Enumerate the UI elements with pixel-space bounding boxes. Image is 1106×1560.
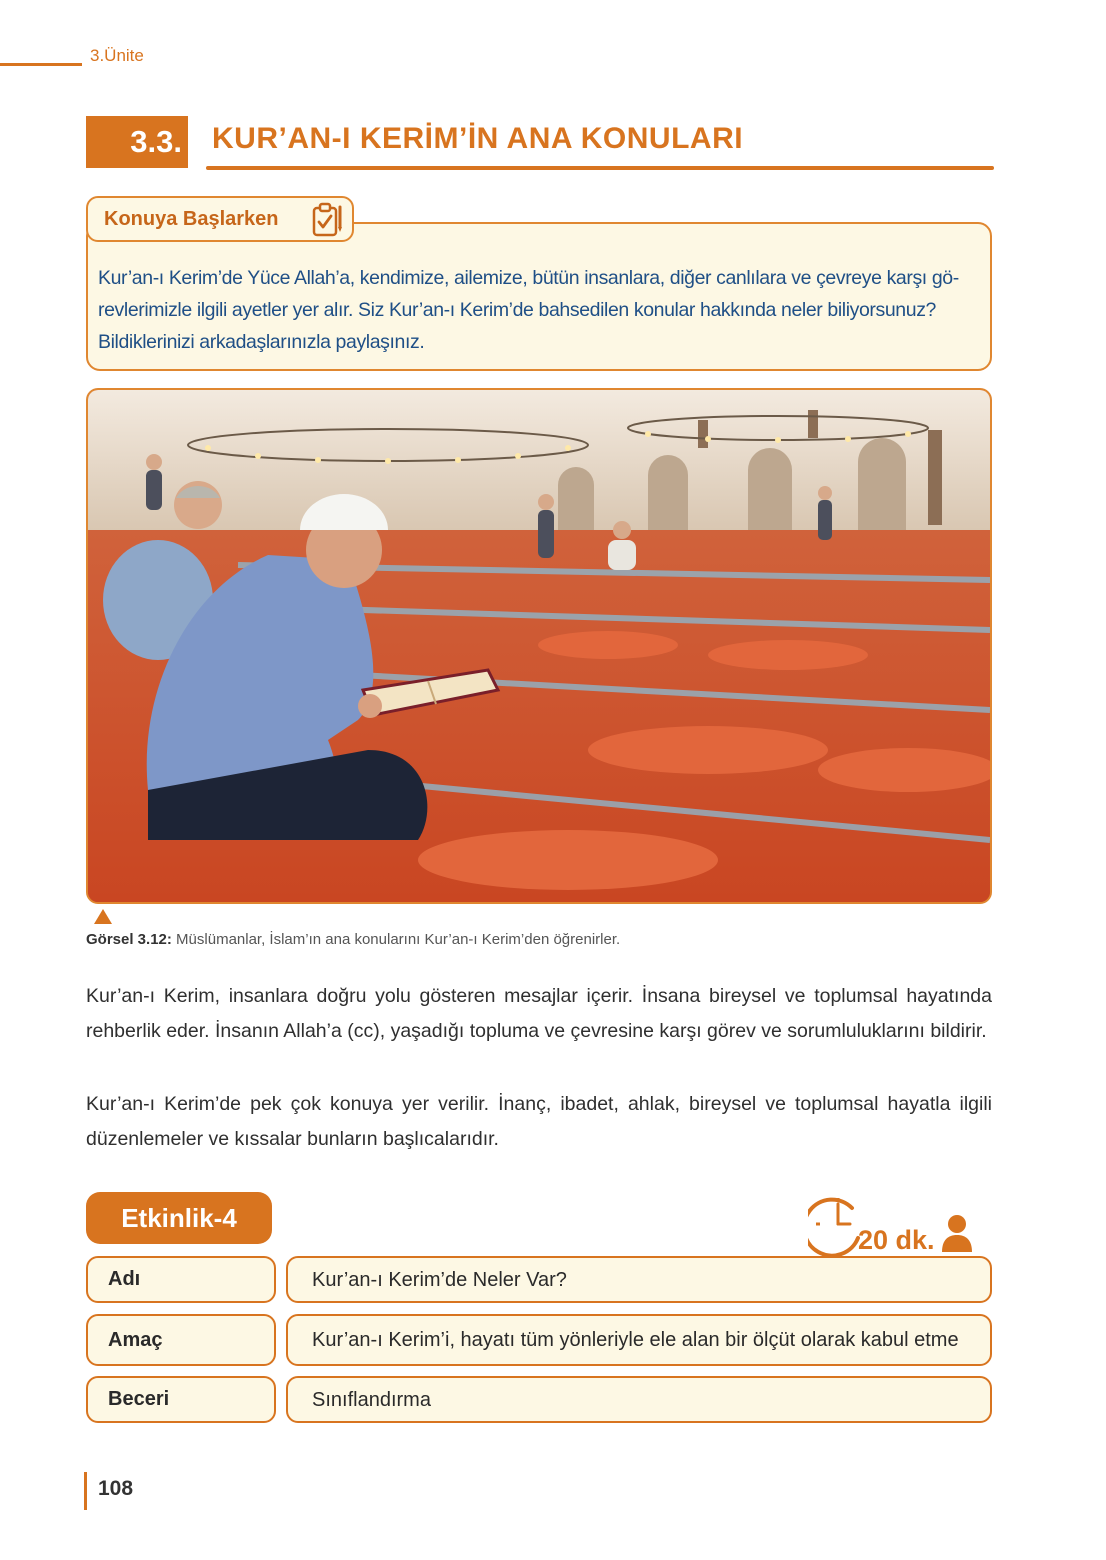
caption-marker-icon: [94, 909, 112, 924]
section-number: 3.3.: [86, 116, 188, 168]
mosque-reading-photo: [86, 388, 992, 904]
activity-row-value-purpose: Kur’an-ı Kerim’i, hayatı tüm yönleriyle ele alan bir ölçüt olarak kabul etme: [286, 1314, 992, 1366]
activity-duration: 20 dk.: [858, 1225, 935, 1255]
unit-label: 3.Ünite: [90, 46, 144, 65]
activity-row-label-skill: Beceri: [86, 1376, 276, 1423]
intro-box-title: Konuya Başlarken: [104, 208, 279, 230]
body-paragraph-1: Kur’an-ı Kerim, insanlara doğru yolu gösteren mesajlar içerir. İnsana bireysel ve toplumsal hayatında rehberlik eder. İnsanın Allah’a (cc), yaşadığı topluma ve çevresine karşı görev ve sorumluluklarını bildirir.: [86, 985, 992, 1042]
activity-row-label-purpose: Amaç: [86, 1314, 276, 1366]
caption-text: Müslümanlar, İslam’ın ana konularını Kur’an-ı Kerim’den öğrenirler.: [171, 931, 621, 948]
unit-divider-line: [0, 63, 82, 66]
caption-label: Görsel 3.12:: [86, 931, 172, 948]
checklist-clipboard-icon: [308, 201, 346, 239]
figure-caption: [86, 931, 620, 948]
activity-title: Etkinlik-4: [86, 1192, 272, 1244]
body-paragraph-2: Kur’an-ı Kerim’de pek çok konuya yer verilir. İnanç, ibadet, ahlak, bireysel ve toplumsal hayatla ilgili düzenlemeler ve kıssalar bunların başlıcalarıdır.: [86, 1093, 992, 1150]
section-title-underline: [206, 166, 994, 170]
activity-row-value-name: Kur’an-ı Kerim’de Neler Var?: [286, 1256, 992, 1303]
intro-question-text: Kur’an-ı Kerim’de Yüce Allah’a, kendimize, ailemize, bütün insanlara, diğer canlılara ve çevreye karşı gö-revlerimizle ilgili ayetler yer alır. Siz Kur’an-ı Kerim’de bahsedilen konular hakkında neler biliyorsunuz? Bildiklerinizi arkadaşlarınızla paylaşınız.: [98, 267, 959, 353]
page-number: 108: [98, 1477, 134, 1500]
section-title: KUR’AN-I KERİM’İN ANA KONULARI: [212, 122, 744, 155]
page-number-bar: [84, 1472, 87, 1510]
person-icon: [940, 1214, 974, 1252]
activity-row-value-skill: Sınıflandırma: [286, 1376, 992, 1423]
activity-row-label-name: Adı: [86, 1256, 276, 1303]
